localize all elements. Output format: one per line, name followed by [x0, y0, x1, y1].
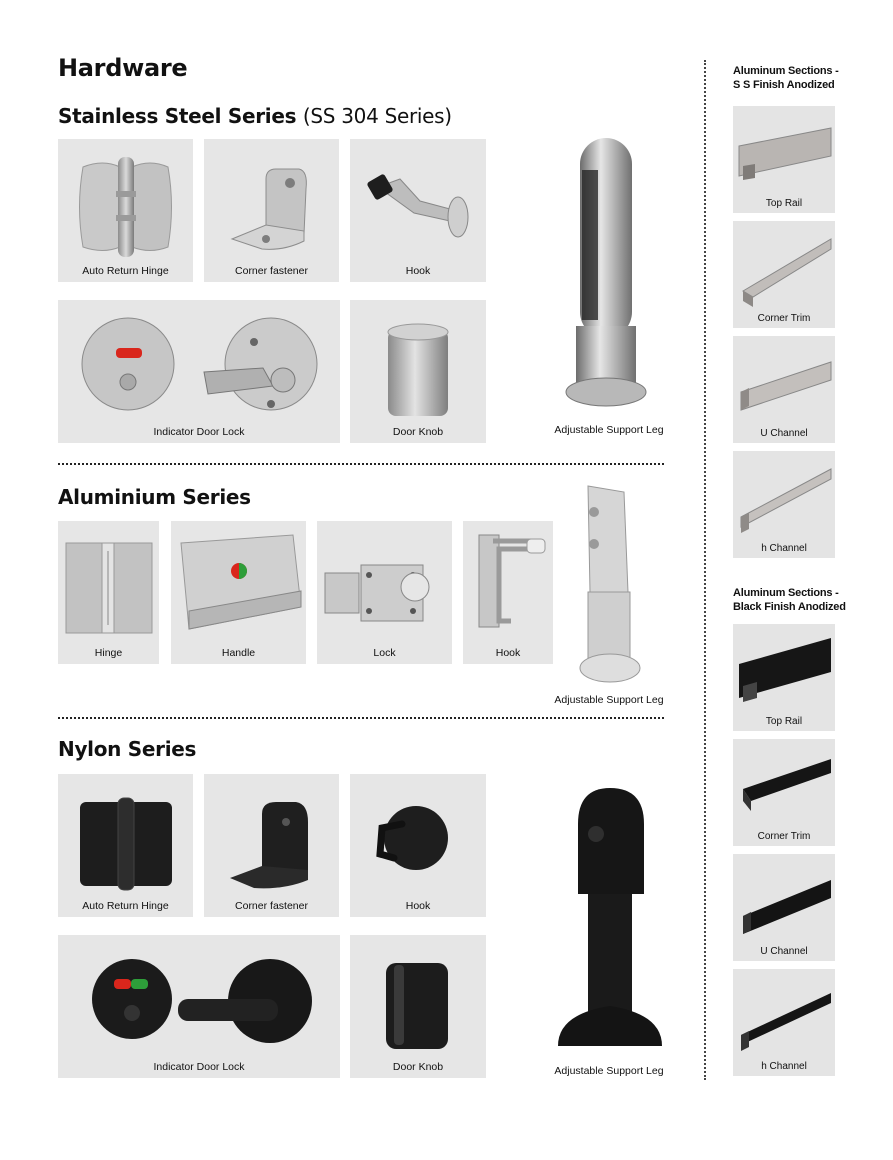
black-u-channel-image — [733, 854, 835, 961]
ny-hinge-image — [58, 774, 193, 917]
black-h-channel-image — [733, 969, 835, 1076]
ny-auto-return-hinge-card — [58, 774, 193, 917]
ss-u-channel-label: U Channel — [760, 428, 808, 439]
ss-hook-label: Hook — [405, 265, 431, 277]
ny-hook-image — [350, 774, 486, 917]
ss-top-rail-image — [733, 106, 835, 213]
ny-corner-fastener-image — [204, 774, 339, 917]
indicator-lock-image — [58, 300, 340, 443]
ny-indicator-door-lock-label: Indicator Door Lock — [153, 1061, 245, 1073]
al-support-leg-label: Adjustable Support Leg — [554, 694, 664, 706]
ny-hook-label: Hook — [405, 900, 431, 912]
section-divider — [58, 463, 664, 465]
ss-corner-fastener-label: Corner fastener — [235, 265, 308, 277]
aluminium-series-title: Aluminium Series — [58, 485, 251, 509]
ss-support-leg-image — [548, 130, 668, 420]
al-hinge-image — [58, 521, 159, 664]
ss-h-channel-image — [733, 451, 835, 558]
ss-h-channel-label: h Channel — [761, 543, 807, 554]
al-lock-label: Lock — [373, 647, 396, 659]
black-corner-trim-card — [733, 739, 835, 846]
al-handle-image — [171, 521, 306, 664]
al-lock-card — [317, 521, 452, 664]
ss-indicator-door-lock-label: Indicator Door Lock — [153, 426, 245, 438]
ss-u-channel-card — [733, 336, 835, 443]
ss-door-knob-label: Door Knob — [392, 426, 444, 438]
door-knob-image — [350, 300, 486, 443]
black-top-rail-label: Top Rail — [765, 716, 803, 727]
al-hook-label: Hook — [495, 647, 521, 659]
ny-door-knob-label: Door Knob — [392, 1061, 444, 1073]
ny-indicator-lock-image — [58, 935, 340, 1078]
ny-support-leg-label: Adjustable Support Leg — [554, 1065, 664, 1077]
ss-hook-card — [350, 139, 486, 282]
ss-sections-title: Aluminum Sections - S S Finish Anodized — [733, 65, 839, 91]
al-handle-label: Handle — [221, 647, 256, 659]
ss-h-channel-card — [733, 451, 835, 558]
black-sections-title: Aluminum Sections - Black Finish Anodized — [733, 587, 846, 613]
corner-fastener-image — [204, 139, 339, 282]
sidebar-divider — [704, 60, 706, 1080]
al-support-leg-image — [566, 482, 646, 688]
al-hinge-card — [58, 521, 159, 664]
black-top-rail-image — [733, 624, 835, 731]
black-top-rail-card — [733, 624, 835, 731]
ny-support-leg-image — [548, 784, 670, 1054]
section-divider — [58, 717, 664, 719]
al-hook-image — [463, 521, 553, 664]
al-hook-card — [463, 521, 553, 664]
ss-top-rail-card — [733, 106, 835, 213]
hook-image — [350, 139, 486, 282]
stainless-title-text: Stainless Steel Series — [58, 104, 297, 128]
ny-hook-card — [350, 774, 486, 917]
ny-corner-fastener-label: Corner fastener — [235, 900, 308, 912]
ny-door-knob-card — [350, 935, 486, 1078]
black-corner-trim-image — [733, 739, 835, 846]
al-lock-image — [317, 521, 452, 664]
ss-corner-fastener-card — [204, 139, 339, 282]
stainless-series-title — [58, 104, 452, 128]
ss-auto-return-hinge-label: Auto Return Hinge — [82, 265, 169, 277]
ss-indicator-door-lock-card — [58, 300, 340, 443]
ny-auto-return-hinge-label: Auto Return Hinge — [82, 900, 169, 912]
page-title: Hardware — [58, 54, 188, 82]
black-u-channel-card — [733, 854, 835, 961]
ny-door-knob-image — [350, 935, 486, 1078]
black-corner-trim-label: Corner Trim — [757, 831, 811, 842]
hinge-image — [58, 139, 193, 282]
ss-support-leg-label: Adjustable Support Leg — [554, 424, 664, 436]
nylon-series-title: Nylon Series — [58, 737, 197, 761]
stainless-subtitle: (SS 304 Series) — [302, 104, 452, 128]
black-u-channel-label: U Channel — [760, 946, 808, 957]
ss-corner-trim-label: Corner Trim — [757, 313, 811, 324]
ny-corner-fastener-card — [204, 774, 339, 917]
black-h-channel-card — [733, 969, 835, 1076]
ss-auto-return-hinge-card — [58, 139, 193, 282]
al-handle-card — [171, 521, 306, 664]
ss-door-knob-card — [350, 300, 486, 443]
ss-corner-trim-card — [733, 221, 835, 328]
black-h-channel-label: h Channel — [761, 1061, 807, 1072]
ss-corner-trim-image — [733, 221, 835, 328]
ss-u-channel-image — [733, 336, 835, 443]
ny-indicator-door-lock-card — [58, 935, 340, 1078]
red-indicator — [116, 348, 142, 358]
al-hinge-label: Hinge — [94, 647, 123, 659]
ss-top-rail-label: Top Rail — [765, 198, 803, 209]
